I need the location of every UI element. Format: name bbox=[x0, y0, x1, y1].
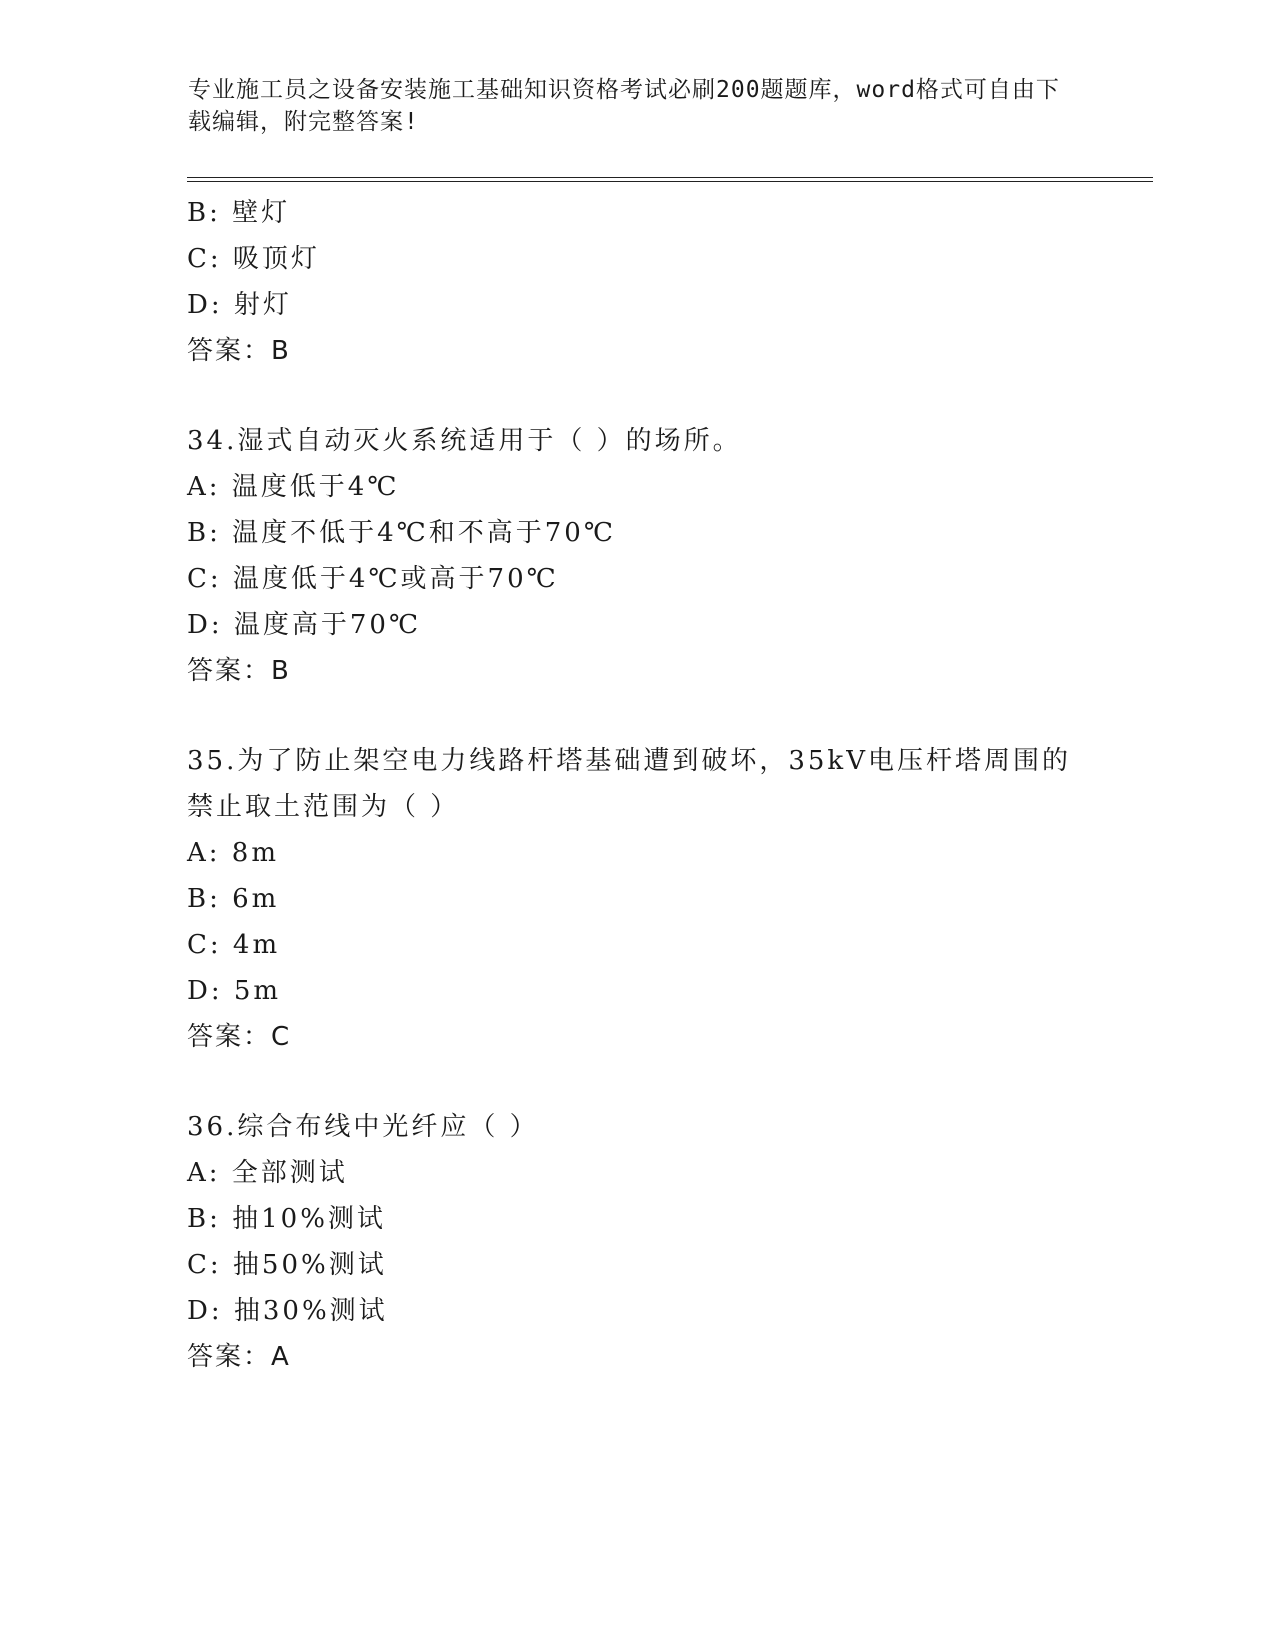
partial-question bbox=[187, 190, 1087, 374]
document-header: 专业施工员之设备安装施工基础知识资格考试必刷200题题库，word格式可自由下载编辑，附完整答案! bbox=[188, 77, 1060, 135]
header-rule-bottom bbox=[187, 181, 1153, 182]
option-c: C: 抽50%测试 bbox=[187, 1250, 387, 1280]
option-d: D: 射灯 bbox=[187, 290, 292, 320]
question-list bbox=[187, 190, 1087, 1380]
answer-line: 答案：B bbox=[187, 656, 291, 686]
option-b: B: 温度不低于4℃和不高于70℃ bbox=[187, 518, 616, 548]
option-c: C: 温度低于4℃或高于70℃ bbox=[187, 564, 559, 594]
question-stem: 35.为了防止架空电力线路杆塔基础遭到破坏，35kV电压杆塔周围的禁止取土范围为（ ） bbox=[187, 746, 1071, 822]
option-c: C: 4m bbox=[187, 930, 281, 960]
option-d: D: 温度高于70℃ bbox=[187, 610, 422, 640]
option-b: B: 抽10%测试 bbox=[187, 1204, 386, 1234]
question-36 bbox=[187, 1104, 1087, 1380]
answer-line: 答案：C bbox=[187, 1022, 292, 1052]
option-d: D: 5m bbox=[187, 976, 282, 1006]
option-a: A: 温度低于4℃ bbox=[187, 472, 400, 502]
question-35 bbox=[187, 738, 1087, 1060]
option-a: A: 8m bbox=[187, 838, 279, 868]
question-34 bbox=[187, 418, 1087, 694]
option-b: B: 壁灯 bbox=[187, 198, 291, 228]
option-d: D: 抽30%测试 bbox=[187, 1296, 388, 1326]
answer-line: 答案：A bbox=[187, 1342, 291, 1372]
question-stem: 34.湿式自动灭火系统适用于（ ）的场所。 bbox=[187, 426, 742, 456]
option-b: B: 6m bbox=[187, 884, 280, 914]
option-a: A: 全部测试 bbox=[187, 1158, 348, 1188]
option-c: C: 吸顶灯 bbox=[187, 244, 320, 274]
question-stem: 36.综合布线中光纤应（ ） bbox=[187, 1112, 539, 1142]
header-rule-top bbox=[187, 177, 1153, 178]
answer-line: 答案：B bbox=[187, 336, 291, 366]
